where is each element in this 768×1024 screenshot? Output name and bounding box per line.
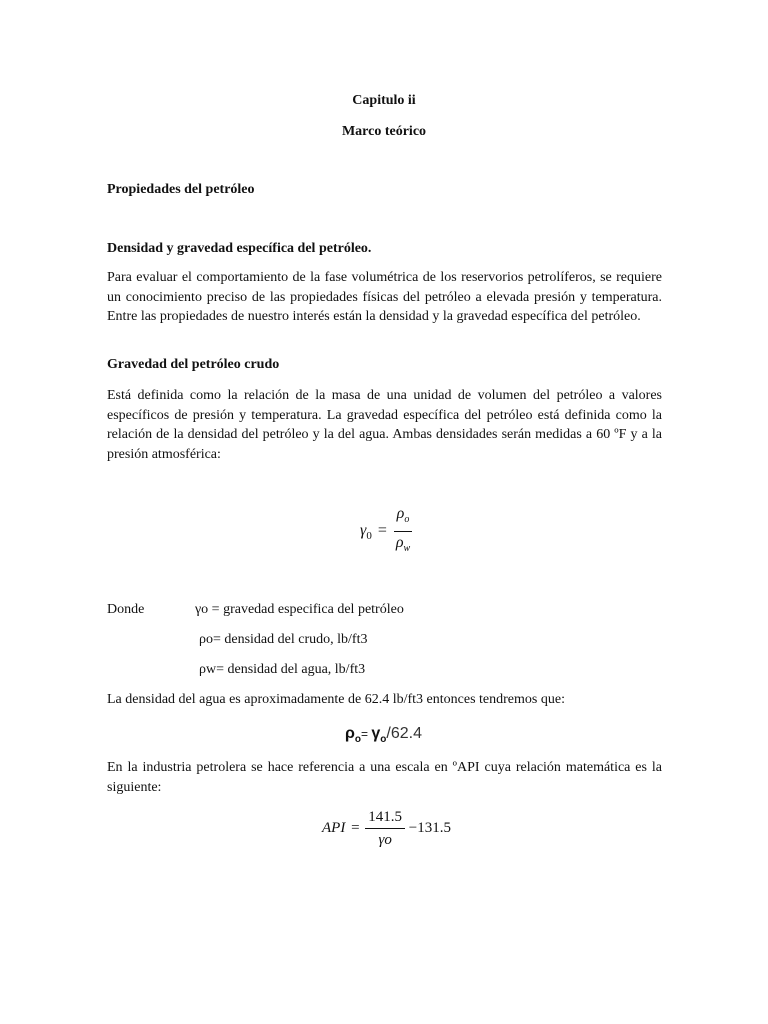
api-denominator: γo: [378, 832, 392, 848]
definition-gamma: γo = gravedad especifica del petróleo: [195, 602, 404, 617]
gamma-numerator-sub: o: [404, 514, 410, 526]
definition-rho-o: ρo= densidad del crudo, lb/ft3: [199, 632, 368, 647]
rho-equals: =: [361, 727, 372, 741]
rho-gamma: γ: [371, 725, 381, 742]
gamma-denominator: ρ: [395, 534, 404, 552]
api-numerator: 141.5: [365, 808, 405, 829]
gamma-subscript: 0: [366, 529, 372, 542]
subsection-density-title: Densidad y gravedad específica del petróleo.: [107, 241, 372, 256]
api-equals: =: [351, 820, 360, 836]
subsection-gravity-title: Gravedad del petróleo crudo: [107, 357, 280, 372]
gamma-denominator-sub: w: [403, 543, 411, 555]
chapter-title: Marco teórico: [341, 124, 427, 139]
gamma-symbol: γ: [360, 521, 367, 539]
definition-rho-w: ρw= densidad del agua, lb/ft3: [199, 662, 366, 677]
chapter-number: Capitulo ii: [352, 93, 416, 108]
rho-gamma-subscript: o: [380, 734, 387, 746]
gravity-paragraph: Está definida como la relación de la masa de una unidad de volumen del petróleo a valores específicos de presión y temperatura. La gravedad específica del petróleo está definida como la relación de la densidad del petróleo y la del agua. Ambas densidades serán medidas a 60 ºF y a la presión atmosférica:: [107, 388, 662, 462]
api-tail: −131.5: [408, 820, 452, 836]
rho-subscript: o: [354, 734, 362, 746]
water-density-text: La densidad del agua es aproximadamente de 62.4 lb/ft3 entonces tendremos que:: [107, 692, 565, 707]
api-fraction: [365, 808, 405, 849]
gamma-equals: =: [377, 521, 387, 539]
api-formula: [322, 808, 451, 849]
rho-symbol: ρ: [345, 725, 355, 742]
density-paragraph: Para evaluar el comportamiento de la fase volumétrica de los reservorios petrolíferos, se requiere un conocimiento preciso de las propiedades físicas del petróleo a elevada presión y temperatura. Entre las propiedades de nuestro interés están la densidad y la gravedad específica del petróleo.: [107, 270, 662, 324]
gamma-numerator: ρ: [396, 505, 405, 522]
rho-formula: [345, 725, 422, 745]
gamma-formula: [360, 505, 413, 558]
gamma-fraction: [393, 505, 413, 558]
section-title: Propiedades del petróleo: [107, 182, 255, 197]
api-lhs: API: [322, 820, 346, 836]
api-text: En la industria petrolera se hace referencia a una escala en ºAPI cuya relación matemática es la siguiente:: [107, 760, 662, 795]
rho-divisor: /62.4: [386, 725, 422, 742]
definitions-label: Donde: [107, 602, 145, 617]
